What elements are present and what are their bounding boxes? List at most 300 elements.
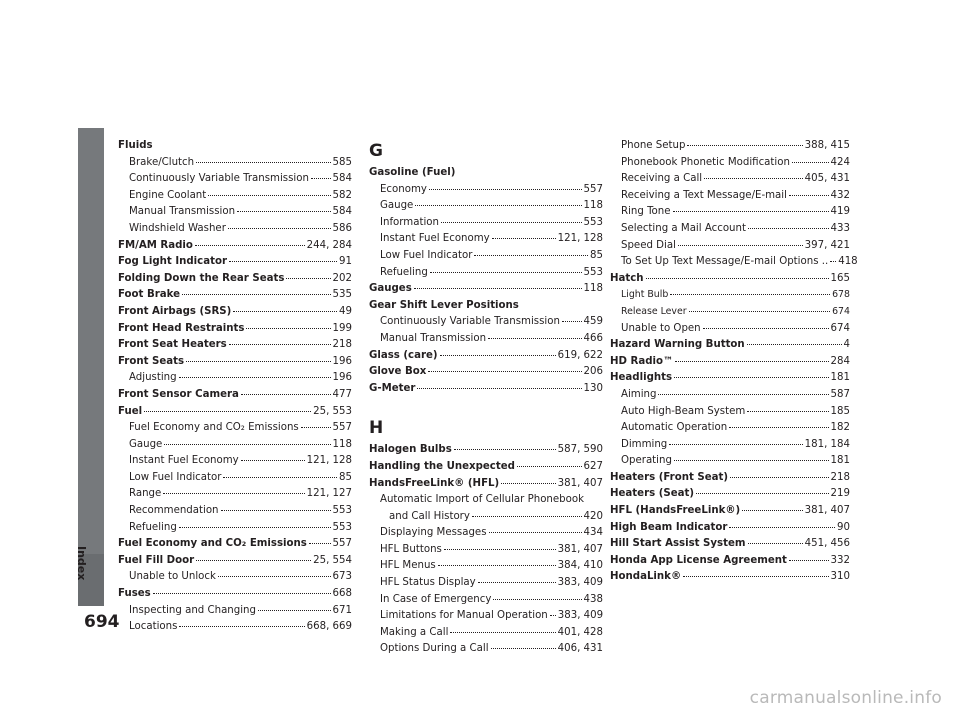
index-side-tab [78,128,104,606]
index-subentry[interactable] [118,155,352,172]
index-entry[interactable] [118,354,352,371]
index-subentry[interactable] [610,238,850,255]
dot-leader [696,492,829,494]
dot-leader [196,559,311,561]
dot-leader [491,647,556,649]
index-heading: Fluids [118,140,153,151]
dot-leader [233,310,337,312]
page-reference[interactable]: 432 [830,189,850,201]
index-side-label: Index [75,546,88,581]
index-subentry[interactable] [118,453,352,470]
index-subentry[interactable] [610,171,850,188]
entry-label: Glove Box [369,366,427,378]
index-entry[interactable] [610,370,850,387]
dot-leader [689,310,830,312]
page-reference[interactable]: 584 [332,173,352,185]
dot-leader [286,277,330,279]
page-reference[interactable]: 118 [583,200,603,212]
dot-leader [830,260,836,262]
page-reference[interactable]: 451, 456 [804,538,850,550]
page-reference[interactable]: 49 [339,305,352,317]
dot-leader [742,509,802,511]
entry-label: Handling the Unexpected [369,460,515,472]
index-subentry[interactable] [369,575,603,592]
page-reference[interactable]: 420 [583,510,603,522]
dot-leader [441,221,582,223]
page-reference[interactable]: 181 [830,455,850,467]
entry-label: Inspecting and Changing [129,604,256,616]
dot-leader [789,194,829,196]
page-reference[interactable]: 121, 128 [557,233,603,245]
index-subentry[interactable] [610,437,850,454]
index-subentry[interactable] [118,221,352,238]
page-reference[interactable]: 121, 128 [306,455,352,467]
page-reference[interactable]: 90 [837,521,850,533]
index-subentry[interactable] [369,231,603,248]
entry-label: In Case of Emergency [380,593,492,605]
entry-label: Instant Fuel Economy [129,455,239,467]
page-reference[interactable]: 401, 428 [557,626,603,638]
dot-leader [678,244,803,246]
index-subentry[interactable] [118,569,352,586]
dot-leader [472,515,582,517]
index-subentry[interactable] [118,204,352,221]
page-reference[interactable]: 535 [332,289,352,301]
page-reference[interactable]: 388, 415 [804,140,850,151]
dot-leader [208,194,330,196]
index-subentry[interactable] [369,641,603,658]
dot-leader [311,177,331,179]
index-entry[interactable] [610,503,850,520]
index-subentry[interactable] [118,470,352,487]
index-subentry[interactable] [369,592,603,609]
index-entry[interactable] [118,271,352,288]
index-heading: Gear Shift Lever Positions [369,299,519,311]
dot-leader [417,387,581,389]
dot-leader [703,327,829,329]
page-reference[interactable]: 4 [843,339,850,351]
entry-label: High Beam Indicator [610,521,728,533]
entry-label: Light Bulb [621,289,669,301]
entry-label: Receiving a Text Message/E-mail [621,189,787,201]
entry-label: Fuel Economy and CO₂ Emissions [129,422,299,434]
entry-label: Instant Fuel Economy [380,233,490,245]
entry-label: HondaLink® [610,571,682,583]
page-reference[interactable]: 553 [583,266,603,278]
page-reference[interactable]: 196 [332,372,352,384]
page-reference[interactable]: 165 [830,272,850,284]
dot-leader [550,614,556,616]
index-subentry[interactable] [610,138,850,155]
entry-label: Refueling [380,266,428,278]
page-reference[interactable]: 130 [583,382,603,394]
index-subentry[interactable] [369,215,603,232]
page-reference[interactable]: 587, 590 [557,444,603,456]
index-entry[interactable] [610,553,850,570]
index-subentry[interactable] [369,331,603,348]
entry-label: G-Meter [369,382,416,394]
page-reference[interactable]: 424 [830,156,850,168]
page-reference[interactable]: 381, 407 [557,477,603,489]
index-entry[interactable] [369,476,603,493]
page-number: 694 [84,612,120,632]
page-reference[interactable]: 459 [583,316,603,328]
entry-label: Fuel [118,405,143,417]
entry-label: Fuses [118,588,151,600]
entry-label: Hazard Warning Button [610,339,745,351]
dot-leader [517,465,582,467]
index-entry[interactable] [118,586,352,603]
index-subentry[interactable] [118,503,352,520]
page-reference[interactable]: 466 [583,332,603,344]
entry-label: Locations [129,621,178,633]
entry-label: Fuel Fill Door [118,554,195,566]
page-reference[interactable]: 244, 284 [306,239,352,251]
page-reference[interactable]: 557 [583,183,603,195]
index-entry[interactable] [118,404,352,421]
entry-label: Honda App License Agreement [610,554,787,566]
dot-leader [179,625,304,627]
index-entry[interactable] [610,536,850,553]
page-reference[interactable]: 582 [332,189,352,201]
dot-leader [164,443,330,445]
index-entry[interactable] [610,337,850,354]
page-reference[interactable]: 585 [332,156,352,168]
section-letter-h: H [369,418,384,439]
page-reference[interactable]: 433 [830,222,850,234]
page-reference[interactable]: 477 [332,388,352,400]
dot-leader [673,210,829,212]
entry-label: Selecting a Mail Account [621,222,746,234]
dot-leader [229,343,331,345]
index-subentry[interactable] [369,248,603,265]
dot-leader [258,609,331,611]
dot-leader [730,476,829,478]
page-reference[interactable]: 627 [583,460,603,472]
dot-leader [196,161,330,163]
dot-leader [163,492,304,494]
index-subentry[interactable] [610,221,850,238]
index-subentry[interactable] [369,525,603,542]
index-entry[interactable] [610,354,850,371]
page-reference[interactable]: 181, 184 [804,438,850,450]
index-entry[interactable] [118,304,352,321]
dot-leader [246,327,330,329]
index-subentry[interactable] [369,198,603,215]
entry-label: Front Seats [118,355,185,367]
page-reference[interactable]: 196 [332,355,352,367]
index-entry[interactable] [118,337,352,354]
page-reference[interactable]: 384, 410 [557,560,603,572]
dot-leader [488,337,581,339]
entry-label: Options During a Call [380,643,489,655]
entry-label: Front Sensor Camera [118,388,239,400]
dot-leader [415,204,581,206]
page-reference[interactable]: 182 [830,422,850,434]
index-subentry[interactable] [369,608,603,625]
dot-leader [670,293,830,295]
dot-leader [562,320,582,322]
entry-label: Hatch [610,272,644,284]
entry-label: Phone Setup [621,140,686,151]
dot-leader [747,410,828,412]
page-reference[interactable]: 310 [830,571,850,583]
index-subentry[interactable] [369,558,603,575]
index-subentry[interactable] [610,287,850,304]
entry-label: Low Fuel Indicator [380,249,473,261]
index-subentry[interactable] [610,188,850,205]
index-subentry[interactable] [369,542,603,559]
page-reference[interactable]: 557 [332,538,352,550]
page-reference[interactable]: 434 [583,527,603,539]
index-subentry[interactable] [369,265,603,282]
page-reference[interactable]: 397, 421 [804,239,850,251]
page-reference[interactable]: 219 [830,488,850,500]
page-reference[interactable]: 284 [830,355,850,367]
entry-label: Foot Brake [118,289,181,301]
entry-label: Economy [380,183,427,195]
index-subentry[interactable] [118,188,352,205]
dot-leader [747,343,842,345]
entry-label: Release Lever [621,305,687,317]
entry-label: Gauge [380,200,414,212]
dot-leader [430,271,582,273]
index-subentry[interactable] [118,603,352,620]
dot-leader [153,592,331,594]
page-reference[interactable]: 553 [332,505,352,517]
dot-leader [646,277,829,279]
index-subentry[interactable] [118,520,352,537]
dot-leader [144,410,311,412]
page-reference[interactable]: 584 [332,206,352,218]
dot-leader [450,631,555,633]
entry-label: Fuel Economy and CO₂ Emissions [118,538,307,550]
index-entry[interactable] [610,520,850,537]
page-reference[interactable]: 202 [332,272,352,284]
entry-label: Speed Dial [621,239,676,251]
dot-leader [789,559,829,561]
entry-label: Continuously Variable Transmission [380,316,560,328]
entry-label: Glass (care) [369,349,438,361]
page-reference[interactable]: 406, 431 [557,643,603,655]
dot-leader [501,482,555,484]
entry-label: HFL Buttons [380,543,442,555]
page-reference[interactable]: 218 [332,339,352,351]
dot-leader [186,360,330,362]
dot-leader [301,426,331,428]
dot-leader [228,227,331,229]
index-heading: Gasoline (Fuel) [369,167,456,178]
page-reference[interactable]: 668 [332,588,352,600]
dot-leader [493,598,581,600]
entry-label: Automatic Import of Cellular Phonebook [380,494,584,506]
entry-label: Information [380,216,439,228]
index-subentry[interactable] [610,254,858,271]
index-subentry[interactable] [610,155,850,172]
dot-leader [729,426,828,428]
entry-label: Hill Start Assist System [610,538,746,550]
entry-label: Phonebook Phonetic Modification [621,156,790,168]
page-reference[interactable]: 25, 553 [313,405,352,417]
index-subentry[interactable] [610,453,850,470]
page-reference[interactable]: 619, 622 [557,349,603,361]
index-subentry [369,492,603,509]
page-reference[interactable]: 121, 127 [306,488,352,500]
index-column-2 [369,138,603,658]
entry-label: Receiving a Call [621,173,703,185]
entry-label: Dimming [621,438,668,450]
page-reference[interactable]: 25, 554 [313,554,352,566]
page-reference[interactable]: 85 [590,249,603,261]
index-subentry[interactable] [369,182,603,199]
page-reference[interactable]: 557 [332,422,352,434]
page-reference[interactable]: 673 [332,571,352,583]
page-reference[interactable]: 553 [332,521,352,533]
page-reference[interactable]: 206 [583,366,603,378]
index-subentry[interactable] [610,321,850,338]
index-subentry[interactable] [118,420,352,437]
entry-label: Manual Transmission [129,206,236,218]
page-reference[interactable]: 674 [830,322,850,334]
entry-label: Operating [621,455,672,467]
page-reference[interactable]: 587 [830,388,850,400]
index-subentry[interactable] [369,509,603,526]
index-column-3 [610,138,858,586]
dot-leader [687,144,802,146]
page-reference[interactable]: 185 [830,405,850,417]
page-reference[interactable]: 671 [332,604,352,616]
page-reference[interactable]: 405, 431 [804,173,850,185]
entry-label: Manual Transmission [380,332,487,344]
index-subentry[interactable] [118,437,352,454]
entry-label: Low Fuel Indicator [129,471,222,483]
dot-leader [241,459,305,461]
index-entry[interactable] [118,238,352,255]
index-subentry[interactable] [610,404,850,421]
page-reference[interactable]: 586 [332,222,352,234]
dot-leader [492,237,556,239]
section-letter-g: G [369,141,383,161]
index-entry[interactable] [118,254,352,271]
index-subentry[interactable] [118,619,352,636]
page-reference[interactable]: 381, 407 [557,543,603,555]
index-subentry[interactable] [610,387,850,404]
page-reference[interactable]: 668, 669 [306,621,352,633]
entry-label: Front Head Restraints [118,322,245,334]
page-reference[interactable]: 332 [830,554,850,566]
page-reference[interactable]: 181 [830,372,850,384]
entry-label: Unable to Open [621,322,701,334]
page-reference[interactable]: 91 [339,256,352,268]
index-entry[interactable] [118,387,352,404]
page-reference[interactable]: 383, 409 [557,610,604,622]
entry-label: Automatic Operation [621,422,728,434]
page-reference[interactable]: 218 [830,471,850,483]
dot-leader [195,244,305,246]
entry-label: Windshield Washer [129,222,226,234]
entry-label: Headlights [610,372,673,384]
watermark: carmanualsonline.info [749,688,942,708]
dot-leader [309,542,331,544]
index-subentry[interactable] [118,171,352,188]
page-reference[interactable]: 553 [583,216,603,228]
index-entry[interactable] [118,553,352,570]
index-subentry[interactable] [118,486,352,503]
entry-label: Halogen Bulbs [369,444,452,456]
index-subentry[interactable] [369,314,603,331]
page-reference[interactable]: 419 [830,206,850,218]
index-entry[interactable] [369,381,603,398]
dot-leader [182,293,331,295]
index-entry[interactable] [610,486,850,503]
page-reference[interactable]: 85 [339,471,352,483]
index-entry[interactable] [610,569,850,586]
index-entry[interactable] [118,321,352,338]
dot-leader [489,531,582,533]
entry-label: Fog Light Indicator [118,256,227,268]
dot-leader [229,260,337,262]
dot-leader [440,354,556,356]
entry-label: Front Airbags (SRS) [118,305,232,317]
entry-label: HandsFreeLink® (HFL) [369,477,500,489]
index-subentry[interactable] [118,370,352,387]
index-entry[interactable] [369,442,603,459]
entry-label: Continuously Variable Transmission [129,173,309,185]
page-reference[interactable]: 678 [832,289,850,301]
page-reference[interactable]: 438 [583,593,603,605]
entry-label: Brake/Clutch [129,156,195,168]
index-subentry[interactable] [610,204,850,221]
entry-label: Folding Down the Rear Seats [118,272,285,284]
dot-leader [478,581,556,583]
dot-leader [223,476,337,478]
dot-leader [669,443,802,445]
index-entry[interactable] [369,281,603,298]
entry-label: Making a Call [380,626,449,638]
entry-label: HFL (HandsFreeLink®) [610,505,741,517]
entry-label: Front Seat Heaters [118,339,227,351]
index-entry[interactable] [369,459,603,476]
index-entry[interactable] [369,364,603,381]
index-entry[interactable] [610,470,850,487]
dot-leader [675,360,828,362]
dot-leader [658,393,828,395]
entry-label: Gauges [369,283,412,295]
entry-label: Unable to Unlock [129,571,216,583]
index-subentry[interactable] [369,625,603,642]
index-column-1 [118,138,352,636]
entry-label: To Set Up Text Message/E-mail Options .. [621,256,829,268]
index-subentry[interactable] [610,420,850,437]
page-reference[interactable]: 418 [838,256,858,268]
entry-label: FM/AM Radio [118,239,193,251]
page-reference[interactable]: 381, 407 [804,505,850,517]
index-entry[interactable] [118,536,352,553]
dot-leader [438,564,556,566]
page-reference[interactable]: 199 [332,322,352,334]
entry-label: Displaying Messages [380,527,487,539]
index-entry[interactable] [118,287,352,304]
index-entry[interactable] [610,271,850,288]
dot-leader [474,254,588,256]
dot-leader [704,177,803,179]
page-reference[interactable]: 118 [583,283,603,295]
index-entry[interactable] [369,348,603,365]
page-reference[interactable]: 674 [832,305,850,317]
page-reference[interactable]: 383, 409 [557,577,603,589]
index-subentry[interactable] [610,304,850,321]
page-reference[interactable]: 118 [332,438,352,450]
